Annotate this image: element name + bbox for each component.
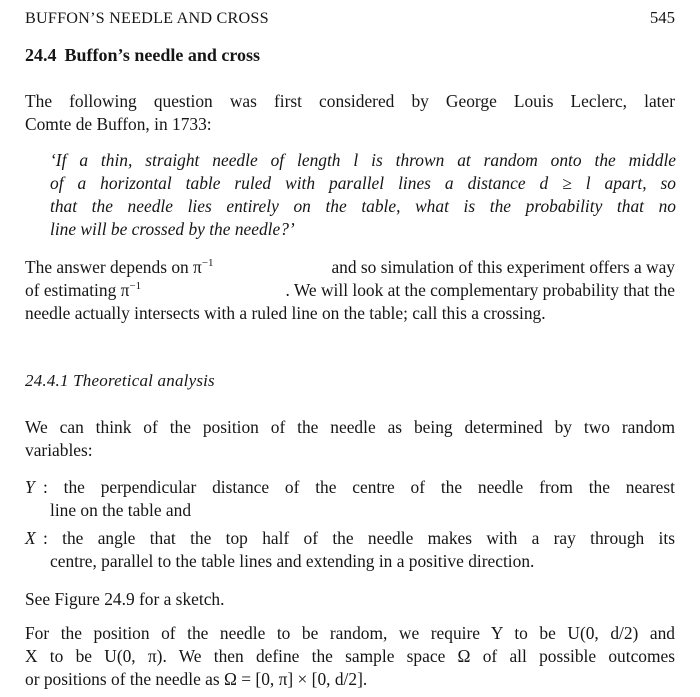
answer-line-1-end: and so simulation of this experiment offers a way — [331, 257, 675, 277]
section-number: 24.4 — [25, 45, 57, 65]
variable-x-line-1: : the angle that the top half of the needle makes with a ray through its — [43, 528, 675, 548]
running-header-title: BUFFON’S NEEDLE AND CROSS — [25, 9, 269, 27]
quote-line-3: that the needle lies entirely on the table, what is the probability that no — [50, 196, 676, 216]
intro-line-1: The following question was first considered by George Louis Leclerc, later — [25, 91, 675, 111]
variable-x-label: X — [25, 528, 36, 548]
intro-line-2: Comte de Buffon, in 1733: — [25, 114, 212, 134]
section-heading — [25, 44, 260, 66]
quote-line-4: line will be crossed by the needle?’ — [50, 219, 295, 239]
answer-line-2 — [25, 279, 675, 301]
answer-line-2-end: . We will look at the complementary probability that the — [285, 280, 675, 300]
final-line-1: For the position of the needle to be random, we require Y to be U(0, d/2) and — [25, 623, 675, 643]
subsection-heading: 24.4.1 Theoretical analysis — [25, 371, 215, 390]
answer-line-1-start: The answer depends on π — [25, 257, 202, 277]
variable-y-line-2: line on the table and — [50, 500, 192, 520]
answer-line-3: needle actually intersects with a ruled line on the table; call this a crossing. — [25, 303, 546, 323]
pi-inverse-exponent-1: −1 — [201, 257, 214, 269]
quote-line-1: ‘If a thin, straight needle of length l is thrown at random onto the middle — [50, 150, 676, 170]
pi-inverse-exponent-2: −1 — [129, 280, 142, 292]
see-figure-sentence: See Figure 24.9 for a sketch. — [25, 589, 225, 609]
final-line-2: X to be U(0, π). We then define the sample space Ω of all possible outcomes — [25, 646, 675, 666]
variables-intro-line-2: variables: — [25, 440, 93, 460]
variable-y-line-1: : the perpendicular distance of the centre of the needle from the nearest — [43, 477, 675, 497]
variables-intro-line-1: We can think of the position of the needle as being determined by two random — [25, 417, 675, 437]
quote-line-2: of a horizontal table ruled with parallel lines a distance d ≥ l apart, so — [50, 173, 676, 193]
page-number: 545 — [649, 8, 675, 27]
section-title: Buffon’s needle and cross — [64, 45, 261, 65]
variable-x-line-2: centre, parallel to the table lines and extending in a positive direction. — [50, 551, 535, 571]
answer-line-1 — [25, 256, 675, 278]
final-line-3: or positions of the needle as Ω = [0, π] × [0, d/2]. — [25, 669, 368, 689]
variable-y-label: Y — [25, 477, 35, 497]
answer-line-2-start: of estimating π — [25, 280, 130, 300]
